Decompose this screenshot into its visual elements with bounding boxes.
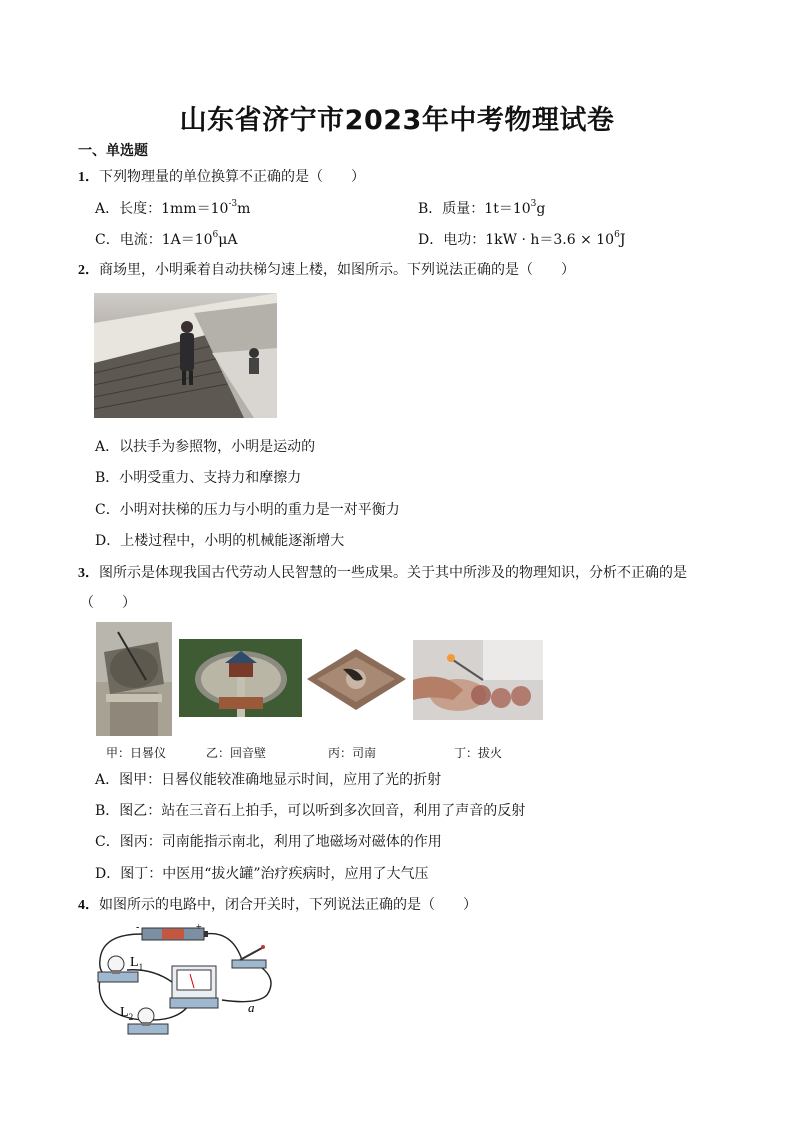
q3-option-b: B．图乙：站在三音石上拍手，可以听到多次回音，利用了声音的反射 [95, 803, 526, 819]
q2-option-a: A．以扶手为参照物，小明是运动的 [95, 439, 316, 455]
q2-option-c: C．小明对扶梯的压力与小明的重力是一对平衡力 [95, 502, 400, 518]
section-heading: 一、单选题 [78, 143, 148, 159]
q3-option-c: C．图丙：司南能指示南北，利用了地磁场对磁体的作用 [95, 834, 442, 850]
q2-option-d: D．上楼过程中，小明的机械能逐渐增大 [95, 533, 345, 549]
question-number: 2． [78, 263, 99, 278]
caption-sundial: 甲：日晷仪 [106, 746, 167, 760]
escalator-photo [94, 293, 277, 418]
battery-plus-label: + [196, 922, 202, 933]
q2-option-b: B．小明受重力、支持力和摩擦力 [95, 470, 302, 486]
circuit-diagram [92, 920, 282, 1040]
ammeter [170, 966, 218, 1008]
q3-option-a: A．图甲：日晷仪能较准确地显示时间，应用了光的折射 [95, 772, 442, 788]
q3-option-d: D．图丁：中医用“拔火罐”治疗疾病时，应用了大气压 [95, 866, 429, 882]
q1-option-d: D．电功：$1kW \cdot h=3.6 \times 10^6J$ [418, 230, 626, 248]
question-3 [78, 562, 687, 582]
q1-option-b: B．质量：$1t=10^3g$ [418, 199, 546, 217]
question-number: 1． [78, 170, 99, 185]
question-4 [78, 894, 477, 914]
question-number: 4． [78, 898, 99, 913]
caption-sinan: 丙：司南 [328, 746, 377, 760]
q1-option-a: A．长度：$1mm=10^{-3}m$ [95, 199, 251, 217]
question-2 [78, 259, 575, 279]
bulb-l2 [128, 1008, 168, 1034]
cupping-photo [413, 640, 543, 720]
question-stem: 商场里，小明乘着自动扶梯匀速上楼，如图所示。下列说法正确的是（ ） [99, 262, 575, 278]
point-a-label: a [248, 1000, 255, 1015]
question-3-stem-continued: （ ） [80, 595, 136, 611]
question-number: 3． [78, 566, 99, 581]
echo-wall-photo [179, 639, 302, 717]
page-title: 山东省济宁市2023年中考物理试卷 [179, 105, 615, 136]
bulb-l1-label: $L_1$ [130, 955, 144, 972]
q1-option-c: C．电流：$1A=10^6\mu A$ [95, 230, 238, 248]
question-stem: 如图所示的电路中，闭合开关时，下列说法正确的是（ ） [99, 897, 477, 913]
question-stem: 图所示是体现我国古代劳动人民智慧的一些成果。关于其中所涉及的物理知识，分析不正确的是 [99, 565, 687, 581]
battery-minus-label: - [136, 922, 140, 933]
bulb-l2-label: $L_2$ [120, 1005, 134, 1022]
caption-cupping: 丁：拔火 [454, 746, 503, 760]
question-1 [78, 166, 365, 186]
question-stem: 下列物理量的单位换算不正确的是（ ） [99, 169, 365, 185]
caption-echo-wall: 乙：回音壁 [206, 746, 267, 760]
compass-sinan-photo [305, 647, 408, 712]
sundial-photo [96, 622, 172, 736]
